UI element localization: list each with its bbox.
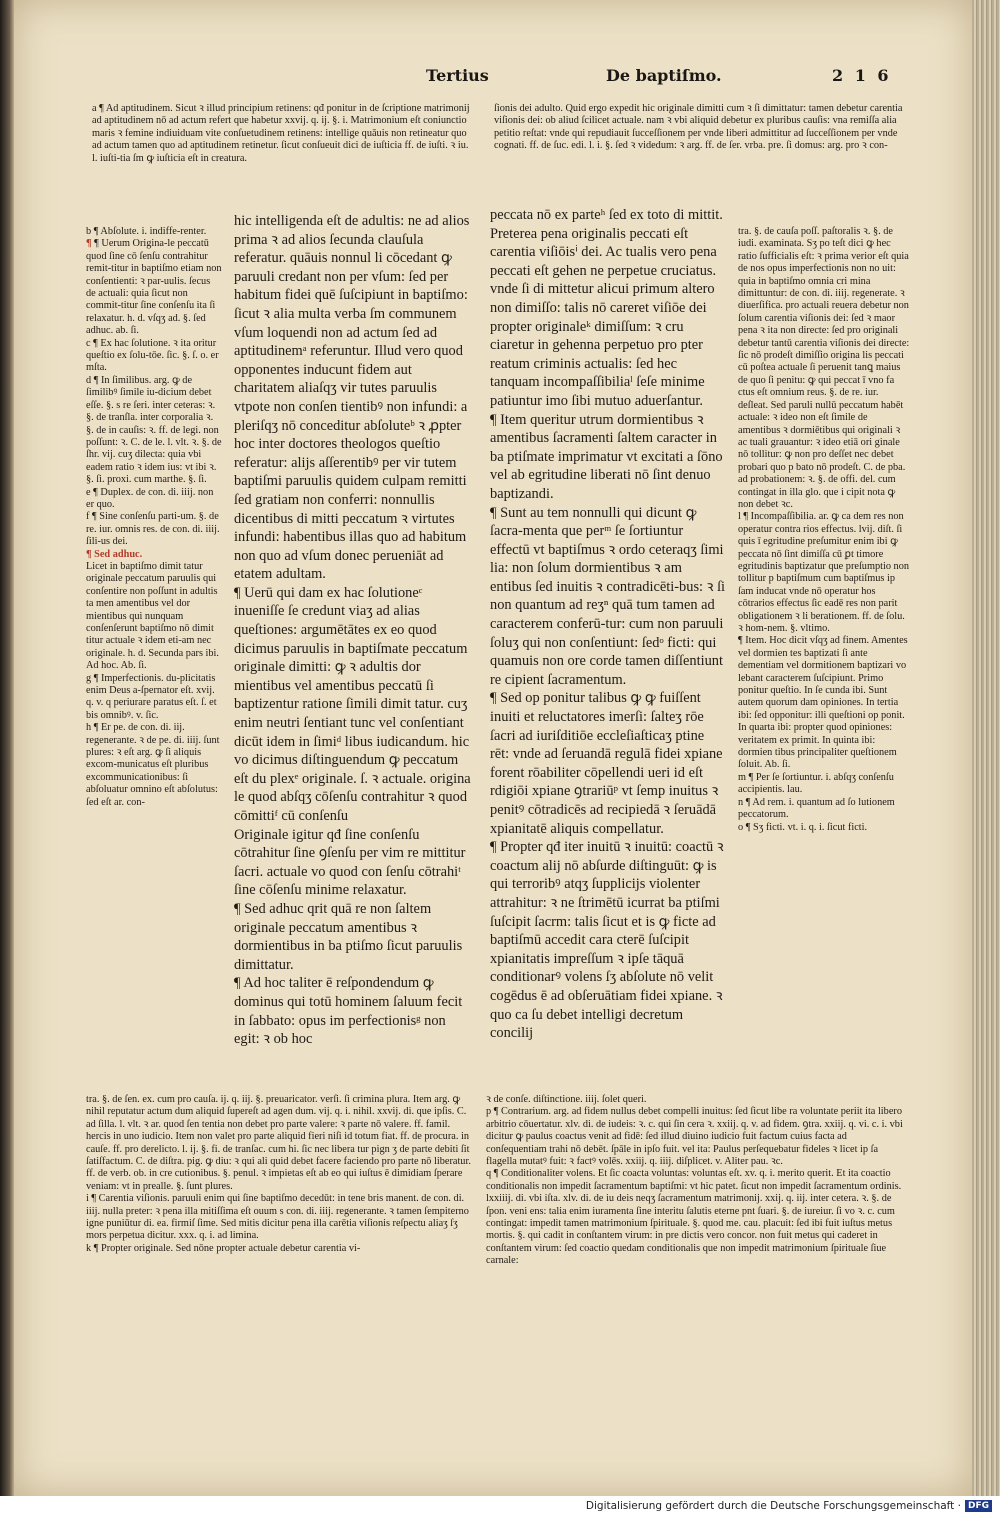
main-paragraph: Originale igitur qđ ſine conſenſu cōtrahitur ſine ꝯſenſu per vim re mittitur ſacri. actuale vo quod con ſenſu cōtrahiᵗ ſine cōſenſu minime relaxatur. [234,826,466,899]
running-head-left: Tertius [426,66,489,85]
main-paragraph: hic intelligenda eſt de adultis: ne ad alios prima ꝛ ad alios ſecunda clauſula referatur. quāuis nonnul li cōcedant ꝙ paruuli credant non per vſum: ſed per habitum fidei quē ſuſcipiunt in baptiſmo: ſicut ꝛ alia multa verba ſm communem vſum loquendi non ad actum ſed ad aptitudinemᵃ referuntur. Illud vero quod opponentes inducunt fidem aut charitatem aliaſqʒ vir tutes paruulis vtpote non conſen tientibꝰ non infundi: a pleriſqʒ nō conceditur abſoluteᵇ ꝛ ꝓpter hoc inter doctores theologos queſtio referatur: alijs aſſerentibꝰ per vir tutem baptiſmi paruulis quidem culpam remitti ſed gratiam non conferri: nonnullis dicentibus di mitti peccatum ꝛ virtutes infundi: habentibus illas quo ad habitum non quo ad vſum donec perueniāt ad etatem adultam. [234,213,470,583]
gloss-left-entry: g ¶ Imperfectionis. du-plicitatis enim Deus a-ſpernator eſt. xvij. q. v. q periurare paratus eſt. ſ. et bis omnibꝰ. v. ſic. [86,672,217,721]
gloss-bottom-right [486,1094,910,1268]
gloss-left-entry: Licet in baptiſmo dimit tatur originale peccatum paruulis qui conſentire non poſſunt in adultis ta men amentibus vel dor mientibus qui nunquam conſenſerunt baptiſmo nō dimit titur actuale ꝛ idem eti-am nec originale. h. d. Secunda pars ibi. Ad hoc. Ab. ſi. [86,560,219,672]
main-paragraph: ¶ Uerū qui dam ex hac ſolutioneᶜ inueniſſe ſe credunt viaʒ ad alias queſtiones: argumētātes ex eo quod dicimus paruulis in baptiſmate peccatum originale dimitti: ꝙ ꝛ adultis dor mientibus vel amentibus peccatū ſi baptizentur ratione ſimili dimit tatur. cuʒ enim neutri ſentiant tunc vel conſentiant dicūt idem in ſimiᵈ libus iudicandum. hic vo dicimus diſtinguendum ꝙ peccatum eſt du plexᵉ originale. ſ. ꝛ actuale. origina le quod abſqʒ cōſenſu contrahitur ꝛ quod cōmittiᶠ cū conſenſu [234,584,471,824]
running-head-title: De baptiſmo. [606,66,722,85]
main-paragraph: ¶ Sunt au tem nonnulli qui dicunt ꝙ ſacra-menta que perᵐ ſe ſortiuntur effectū vt baptiſmus ꝛ ordo ceteraqʒ ſimi lia: non ſolum dormientibus ꝛ am entibus ſed inuitis ꝛ contradicēti-bus: ꝛ ſi non quantum ad reʒⁿ quā tum tamen ad caracterem conferū-tur: cum non paruuli ſoluʒ qui non conſentiunt: ſedᵒ ficti: qui quamuis non ore corde tamen diſſentiunt re cipient ſacramentum. [490,504,726,688]
gloss-left-entry: c ¶ Ex hac ſolutione. ꝛ ita oritur queſtio ex ſolu-tōe. ſic. §. ſ. o. er mſta. [86,337,219,374]
gloss-bottom-entry: q ¶ Conditionaliter volens. Et ſic coacta voluntas: voluntas eſt. xv. q. i. merito querit. Et ita coactio conditionalis non impedit ſacramentum baptiſmi: vt hic patet. ſicut non impedit ſacramentum ordinis. lxxiiij. di. vbi iſta. xlv. di. de iu deis neqʒ ſacramentum matrimonij. xxij. q. iij. inter cetera. ꝛ. §. de ſpon. veni ens: talia enim iuramenta ſine interitu ſalutis eterne pnt ſuari. §. de iureiur. ſi vo ꝛ. c. cum contingat: impedit tamen matrimonium ſpirituale. §. quod me. cau. placuit: ſed ibi fuit iuſtus metus mortis. §. qui cadit in conſtantem virum: in pre dictis vero concor. non fuit metus qui caderet in conſtantem virum: ſed coactio quedam conditionalis que non impedit matrimonium ſpirituale ſiue carnale: [486,1168,902,1267]
gloss-right-entry: l ¶ Incompaſſibilia. ar. ꝙ ca dem res non operatur contra rios effectus. lvij. diſt. ſi quis ī egritudine preſumitur enim ibi ꝙ peccata nō ſint dimiſſa cū ꝑt timore egritudinis baptizatur que preſumptio non tollitur p baptiſmum cum baptiſmus ip ſam inducat vnde nō operatur hos cōtrarios effectus ſic eadē res non parit obligationem ꝛ li berationem. ff. de ſolu. ꝛ hom-nem. §. vltimo. [738,511,910,634]
main-paragraph: ¶ Sed adhuc qrit quā re non ſaltem originale peccatum amentibus ꝛ dormientibus in ba ptiſmo ſicut paruulis dimittatur. [234,900,463,973]
gloss-left-entry: e ¶ Duplex. de con. di. iiij. non er quo. [86,486,214,510]
gloss-bottom-entry: tra. §. de ſen. ex. cum pro cauſa. ij. q. iij. §. preuaricator. verſi. ſi crimina plura. Item arg. ꝙ nihil reputatur actum dum aliquid ſupereſt ad agen dum. vij. q. i. nihil. xxvij. di. que ipſis. C. ad ſilla. l. vlt. ꝛ ar. quod ſen tentia non debet pro parte valere: ꝛ parte nō valere. ff. famil. hercis in uno iudicio. Item non valet pro parte aliquid fieri niſi id totum fiat. ff. de procura. in cauſe. ff. pro derelicto. l. ij. §. fi. de tranſac. cum hi. ſic nec libera tur pign ʒ de parte debiti ſit ſatiſfactum. C. de diſtra. pig. ꝙ diu: ꝛ qui ali quid debet facere faciendo pro parte nō liberatur. ff. de verb. ob. in cre cutionibus. §. penul. ꝛ impietas eſt ab eo qui iuſtus ē dimidiam ſperare veniam: vt in prealle. §. ſunt plures. [86,1094,471,1192]
gloss-left-entry: f ¶ Sine conſenſu parti-um. §. de re. iur. omnis res. de con. di. iiij. ſili-us dei. [86,511,220,548]
gloss-right-entry: n ¶ Ad rem. i. quantum ad ſo lutionem peccatorum. [738,796,895,821]
gloss-right-entry: m ¶ Per ſe ſortiuntur. i. abſqʒ conſenſu accipientis. lau. [738,771,894,796]
gloss-bottom-entry: i ¶ Carentia viſionis. paruuli enim qui ſine baptiſmo decedūt: in tene bris manent. de con. di. iiij. nulla preter: ꝛ pena illa mitiſſima eſt ouum s con. di. iiij. regenerante. ꝛ tamen ſempiterno igne puniūtur di. ea. firmiſ ſime. Sed mitis dicitur pena illa carētia viſionis reſpectu aliaʒ ſʒ mors perpetua dicitur. xxx. q. i. ad limina. [86,1193,469,1242]
gloss-left-entry: d ¶ In ſimilibus. arg. ꝙ de ſimilibꝰ ſimile iu-dicium debet eſſe. §. s re ſeri. inter ceteras: ꝛ. §. de tranſla. inter corporalia ꝛ. §. de in cauſis: ꝛ. ff. de legi. non poſſunt: ꝛ. C. de le. l. vlt. ꝛ. §. de ſhr. vij. cuʒ dilecta: quia vbi eadem ratio ꝛ idem ius: vt ibi ꝛ. §. ſi. proxi. cum marthe. §. ſi. [86,374,222,486]
gloss-bottom-entry: ꝛ de conſe. diſtinctione. iiij. ſolet queri. [486,1094,647,1105]
gloss-bottom-left [86,1094,474,1255]
main-paragraph: ¶ Ad hoc taliter ē reſpondendum ꝙ dominus qui totū hominem ſaluum fecit in ſabbato: opus im perfectionisᵍ non egit: ꝛ ob hoc [234,975,463,1048]
gloss-left-entry: h ¶ Er pe. de con. di. iij. regenerante. ꝛ de pe. di. iiij. ſunt plures: ꝛ eſt arg. ꝙ ſi aliquis excom-municatus eſt pluribus excommunicationibus: ſi abſoluatur omnino eſt abſolutus: ſed eſt ar. con- [86,722,220,808]
book-spine-left [0,0,14,1496]
gloss-bottom-entry: p ¶ Contrarium. arg. ad fidem nullus debet compelli inuitus: ſed ſicut libe ra voluntate periit ita libero arbitrio cōuertatur. xlv. di. de iudeis: ꝛ. c. qui ſin cera ꝛ. xxiij. q. v. ad fidem. ꝯtra. xxiij. q. vi. c. i. vbi dicitur ꝙ paulus coactus venit ad fidē: ſed illud diuino iudicio fuit factum cuius facta ad conſequentiam trahi nō debēt. ſpāle in ipſo fuit. vel ita: Paulus perſequebatur fideles ꝛ licet ip ſa flagella mutatꝰ fuit: ꝛ factꝰ volēs. xxiij. q. iiij. diſplicet. v. Aliter pau. ꝛc. [486,1106,903,1168]
main-text-column-a [234,212,472,1049]
gloss-left-column [86,226,222,809]
digitization-footer [0,1496,1000,1516]
gloss-right-entry: ¶ Item. Hoc dicit vſqʒ ad finem. Amentes vel dormien tes baptizati ſi ante dementiam vel dormitionem baptizari vo lebant caracterem ſuſcipiunt. Primo ponitur queſtio. In ſe cunda ibi. Sunt autem quorum dam opiniones. In tertia ibi: ſed opponitur: illi queſtioni op ponit. In quarta ibi: propter quod opiniones: veritatem ex primit. In quinta ibi: dormien tibus principaliter queſtionem ſoluit. Ab. ſi. [738,635,908,771]
dfg-logo: DFG [965,1500,992,1512]
gloss-left-rubric: ¶ Sed adhuc. [86,548,143,560]
gloss-right-entry: tra. §. de cauſa poſſ. paſtoralis ꝛ. §. de iudi. examinata. Sʒ po teſt dici ꝙ hec ratio ſufficialis eſt: ꝛ prima verior eſt quia de nos opus imperfectionis non no uit: quia in baptiſmo omnia cri mina dimittuntur: de con. di. iiij. regenerate. ꝛ diuerſifica. pro actuali reuera debetur non ſolum carentia viſionis dei: ſed ꝛ maor pena ꝛ ita non directe: ſed pro originali debetur tantū carentia viſionis dei directe: ſic nō prodeſt dimiſſio origina lis peccati cū poſtea actuale ſi peruenit tanꝗ maius de quo ſi penitu: ꝙ qui peccat ī vno fa ctus eſt omnium reus. §. de re. iur. deſleat. Sed paruli nullū peccatum habēt actuale: ꝛ ideo non eſt ſimile de amentibus ꝛ dormiētibus qui originali ꝛ ac tuali grauantur: ꝛ ideo etiā ori ginale nō tollitur: ꝙ non pro deſſet nec debet probari quo p bato nō prodeſt. C. de pba. ad probationem: ꝛ. §. de offi. del. cum contingat in illa glo. que i cipit nota ꝙ non debet ꝛc. [738,226,910,510]
main-paragraph: ¶ Propter qđ iter inuitū ꝛ inuitū: coactū ꝛ coactum alij nō abſurde diſtinguūt: ꝙ is qui terroribꝰ atqʒ ſupplicijs violenter attrahitur: ꝛ ne ſtrimētū icurrat ba ptiſmi ſuſcipit ſacrm: talis ſicut et is ꝙ ficte ad baptiſmū accedit cara cterē ſuſcipit xpianitatis impreſſum ꝛ ipſe tāquā conditionarꝰ volens ſʒ abſolute nō velit cogēdus ē ad obſeruātiam fidei xpiane. ꝛ quo ca ſu debet intelligi decretum concilij [490,839,724,1042]
main-paragraph: ¶ Item queritur utrum dormientibus ꝛ amentibus ſacramenti ſaltem caracter in ba ptiſmate imprimatur vt excitati a ſōno vel ab egritudine liberati nō ſint denuo baptizandi. [490,411,723,502]
page-edges-right [972,0,1000,1496]
gloss-top-left: a ¶ Ad aptitudinem. Sicut ꝛ illud principium retinens: qđ ponitur in de ſcriptione matrimonij ad aptitudinem nō ad actum refert que habetur xxvij. q. ij. §. i. Matrimonium eſt coniunctio maris ꝛ femine indiuiduam vite conſuetudinem retinens: intellige quāuis non retineatur quo ad actum tamen quo ad aptitudinem retinetur. ſicut conſueuit dici de iuſticia ff. de iuſti. ꝛ iu. l. iuſti-tia ſm ꝙ iuſticia eſt in creatura. [92,103,470,164]
gloss-bottom-entry: k ¶ Propter originale. Sed nōne propter actuale debetur carentia vi- [86,1242,361,1254]
main-text-column-b [490,206,726,1043]
gloss-left-entry: ¶ ¶ Uerum Origina-le peccatū quod ſine cō ſenſu contrahitur remit-titur in baptiſmo etiam non conſentienti: ꝛ par-uulis. ſecus de actuali: quia ſicut non commit-titur ſine conſenſu ita ſi relaxatur. h. d. vſqʒ ad. §. ſed adhuc. ab. ſi. [86,238,222,337]
gloss-right-column [738,226,910,834]
folio-number: 2 1 6 [832,66,892,85]
gloss-left-entry: b ¶ Abſolute. i. indiffe-renter. [86,226,207,237]
footer-credit: Digitalisierung gefördert durch die Deutsche Forschungsgemeinschaft [585,1500,955,1512]
footer-separator: · [954,1500,961,1512]
gloss-right-entry: o ¶ Sʒ ficti. vt. i. q. i. ſicut ficti. [738,821,868,833]
main-paragraph: ¶ Sed op ponitur talibus ꝙ ꝙ fuiſſent inuiti et reluctatores imerſi: ſalteʒ rōe ſacri ad iuriſditiōe eccleſiaſticaʒ ptine rēt: vnde ad ſeruandā regulā fidei xpiane forent rōabiliter cōpellendi ueri id eſt rdigiōi xpiane ꝯtrariūᵖ vt ſemp inuitus ꝛ penitꝰ cōtradicēs ad recipiedā ꝛ ſeruādā xpianitatē aliquis compellatur. [490,690,723,837]
main-paragraph: peccata nō ex parteʰ ſed ex toto di mittit. Preterea pena originalis peccati eſt carentia viſiōisⁱ dei. Ac tualis vero pena peccati eſt gehen ne perpetue cruciatus. vnde ſi di mittetur alicui primum altero non dimiſſo: talis nō careret viſiōe dei propter originaleᵏ dimiſſum: ꝛ cru ciaretur in gehenna perpetuo pro pter reatum criminis actualis: ſed hec tanquam incompaſſibiliaˡ ſeſe minime patiuntur imo ſibi mutuo aduerſantur. [490,207,723,409]
gloss-top-right: ſionis dei adulto. Quid ergo expedit hic originale dimitti cum ꝛ ſi dimittatur: tamen debetur carentia viſionis dei: ob aliud ſcilicet actuale. nam ꝛ vbi aliquid debetur ex pluribus cauſis: vna remiſſa alia petitio reſtat: vnde qui repudiauit ſucceſſionem per vnde liberi admittitur ad ſucceſſionem per vnde cognati. ff. de ſuc. edi. l. i. §. ſed ꝛ videdum: ꝛ arg. ff. de ſer. vrba. pre. ſi domus: arg. pro ꝛ con- [494,103,903,152]
rubric-mark: ¶ [86,238,95,250]
